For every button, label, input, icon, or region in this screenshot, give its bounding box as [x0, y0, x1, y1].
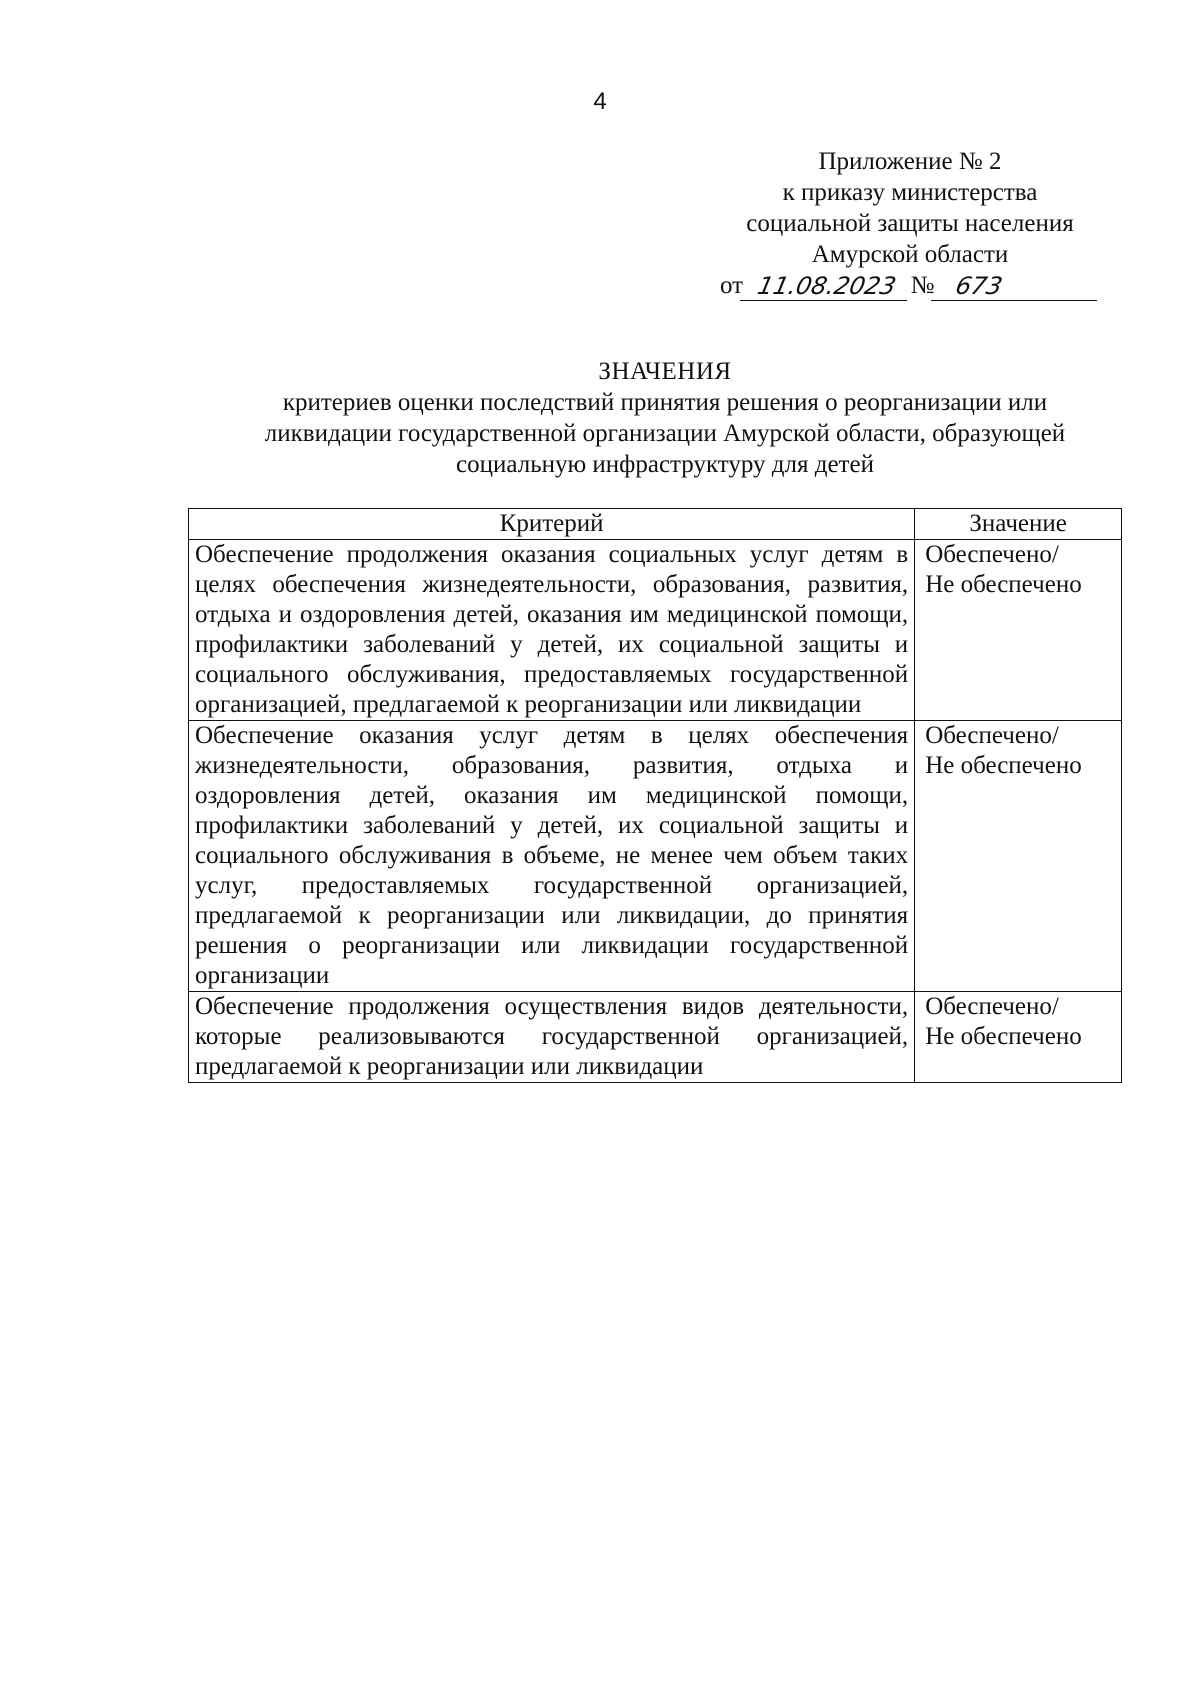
criterion-cell: Обеспечение продолжения оказания социальных услуг детям в целях обеспечения жизнедеятельности, образования, развития, отдыха и оздоровления детей, оказания им медицинской помощи, профилактики заболеваний у детей, их социальной защиты и социального обслуживания, предоставляемых государственной организацией, предлагаемой к реорганизации или ликвидации: [189, 540, 915, 721]
appendix-block: [720, 146, 1100, 301]
order-reference-line: [720, 270, 1100, 301]
criterion-cell: Обеспечение продолжения осуществления видов деятельности, которые реализовываются государственной организацией, предлагаемой к реорганизации или ликвидации: [189, 992, 915, 1083]
document-title: [200, 356, 1130, 480]
appendix-line: к приказу министерства: [782, 179, 1038, 206]
value-text: Не обеспечено: [925, 1023, 1082, 1050]
page-number: 4: [593, 88, 607, 115]
order-number: 673: [931, 272, 1103, 301]
column-header-criterion: Критерий: [189, 509, 915, 540]
criterion-cell: Обеспечение оказания услуг детям в целях обеспечения жизнедеятельности, образования, развития, отдыха и оздоровления детей, оказания им медицинской помощи, профилактики заболеваний у детей, их социальной защиты и социального обслуживания в объеме, не менее чем объем таких услуг, предоставляемых государственной организацией, предлагаемой к реорганизации или ликвидации, до принятия решения о реорганизации или ликвидации государственной организации: [189, 721, 915, 992]
table-row: [189, 992, 1122, 1083]
order-date: 11.08.2023: [740, 272, 914, 301]
value-text: Не обеспечено: [925, 571, 1082, 598]
criteria-table: [188, 508, 1122, 1083]
title-line: критериев оценки последствий принятия решения о реорганизации или: [282, 389, 1048, 416]
appendix-line: Приложение № 2: [818, 148, 1002, 175]
date-prefix: от: [720, 272, 744, 299]
value-text: Обеспечено/: [925, 541, 1059, 568]
appendix-line: Амурской области: [811, 241, 1009, 268]
title-heading: ЗНАЧЕНИЯ: [598, 358, 732, 385]
value-text: Не обеспечено: [925, 752, 1082, 779]
title-line: социальную инфраструктуру для детей: [456, 451, 874, 478]
value-cell: [915, 540, 1122, 721]
value-text: Обеспечено/: [925, 722, 1059, 749]
column-header-value: Значение: [915, 509, 1122, 540]
value-text: Обеспечено/: [925, 993, 1059, 1020]
appendix-line: социальной защиты населения: [746, 210, 1074, 237]
value-cell: [915, 721, 1122, 992]
table-row: [189, 721, 1122, 992]
table-header-row: [189, 509, 1122, 540]
table-row: [189, 540, 1122, 721]
title-line: ликвидации государственной организации Амурской области, образующей: [264, 420, 1066, 447]
number-prefix: №: [910, 272, 935, 299]
value-cell: [915, 992, 1122, 1083]
